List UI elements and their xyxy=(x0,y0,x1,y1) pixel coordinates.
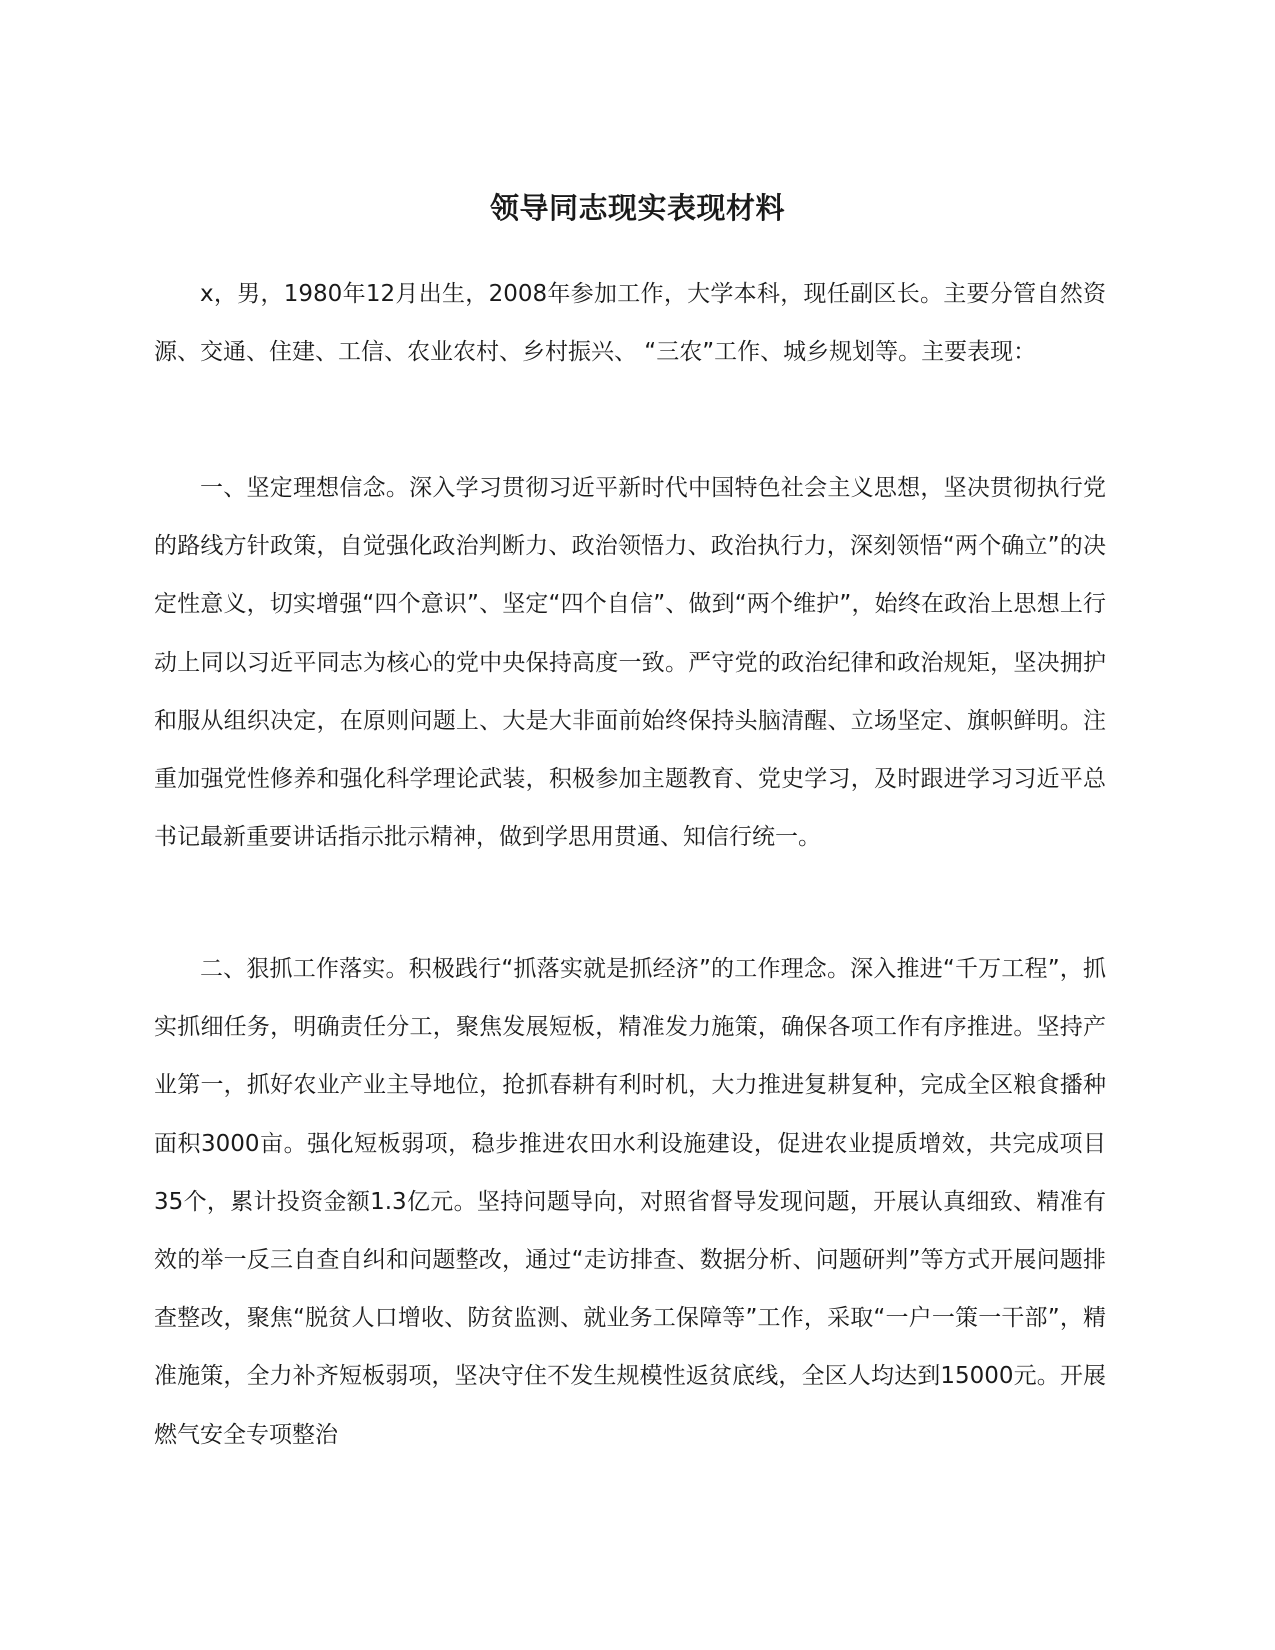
intro-paragraph: x，男，1980年12月出生，2008年参加工作，大学本科，现任副区长。主要分管自然资源、交通、住建、工信、农业农村、乡村振兴、 “三农”工作、城乡规划等。主要表现： xyxy=(154,281,1106,366)
section-1-paragraph: 一、坚定理想信念。深入学习贯彻习近平新时代中国特色社会主义思想，坚决贯彻执行党的路线方针政策，自觉强化政治判断力、政治领悟力、政治执行力，深刻领悟“两个确立”的决定性意义，切实增强“四个意识”、坚定“四个自信”、做到“两个维护”，始终在政治上思想上行动上同以习近平同志为核心的党中央保持高度一致。严守党的政治纪律和政治规矩，坚决拥护和服从组织决定，在原则问题上、大是大非面前始终保持头脑清醒、立场坚定、旗帜鲜明。注重加强党性修养和强化科学理论武装，积极参加主题教育、党史学习，及时跟进学习习近平总书记最新重要讲话指示批示精神，做到学思用贯通、知信行统一。 xyxy=(154,475,1106,851)
document-title: 领导同志现实表现材料 xyxy=(489,191,785,225)
section-2-paragraph: 二、狠抓工作落实。积极践行“抓落实就是抓经济”的工作理念。深入推进“千万工程”，抓实抓细任务，明确责任分工，聚焦发展短板，精准发力施策，确保各项工作有序推进。坚持产业第一，抓好农业产业主导地位，抢抓春耕有利时机，大力推进复耕复种，完成全区粮食播种面积3000亩。强化短板弱项，稳步推进农田水利设施建设，促进农业提质增效，共完成项目35个，累计投资金额1.3亿元。坚持问题导向，对照省督导发现问题，开展认真细致、精准有效的举一反三自查自纠和问题整改，通过“走访排查、数据分析、问题研判”等方式开展问题排查整改，聚焦“脱贫人口增收、防贫监测、就业务工保障等”工作，采取“一户一策一干部”，精准施策，全力补齐短板弱项，坚决守住不发生规模性返贫底线，全区人均达到15000元。开展燃气安全专项整治 xyxy=(154,956,1106,1448)
